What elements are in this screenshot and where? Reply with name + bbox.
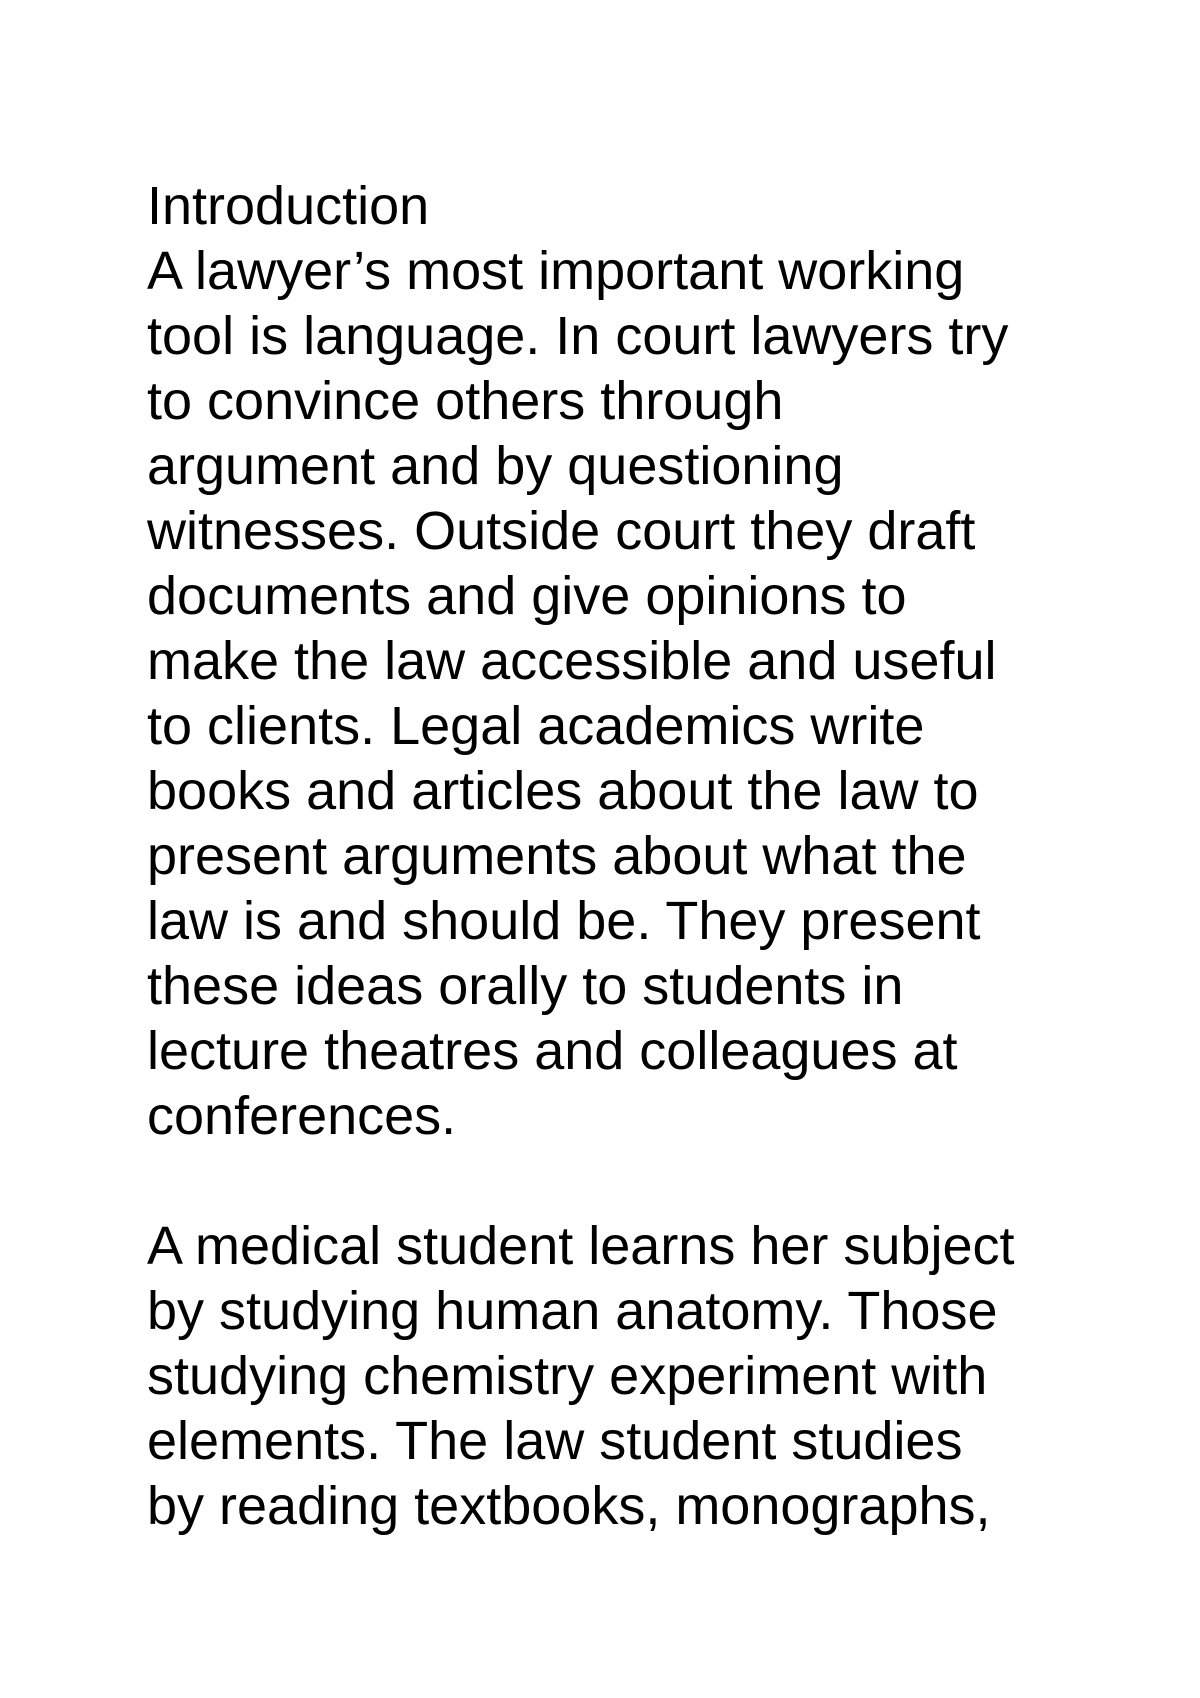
paragraph-line: conferences. — [147, 1086, 457, 1146]
paragraph-line: witnesses. Outside court they draft — [147, 501, 976, 561]
document-body — [147, 174, 1087, 1539]
paragraph-line: argument and by questioning — [147, 436, 844, 496]
paragraph-1 — [147, 239, 1087, 1149]
paragraph-line: to convince others through — [147, 371, 784, 431]
paragraph-line: A lawyer’s most important working — [147, 241, 965, 301]
paragraph-line: these ideas orally to students in — [147, 956, 904, 1016]
paragraph-spacer — [147, 1149, 1087, 1214]
section-heading: Introduction — [147, 176, 430, 236]
paragraph-line: books and articles about the law to — [147, 761, 979, 821]
paragraph-line: to clients. Legal academics write — [147, 696, 925, 756]
paragraph-line: make the law accessible and useful — [147, 631, 997, 691]
paragraph-line: by studying human anatomy. Those — [147, 1281, 998, 1341]
paragraph-line: law is and should be. They present — [147, 891, 981, 951]
paragraph-line: tool is language. In court lawyers try — [147, 306, 1009, 366]
paragraph-line: elements. The law student studies — [147, 1411, 963, 1471]
paragraph-line: A medical student learns her subject — [147, 1216, 1015, 1276]
paragraph-line: studying chemistry experiment with — [147, 1346, 988, 1406]
paragraph-line: present arguments about what the — [147, 826, 967, 886]
paragraph-line: documents and give opinions to — [147, 566, 907, 626]
paragraph-line: by reading textbooks, monographs, — [147, 1476, 991, 1536]
paragraph-2 — [147, 1214, 1087, 1539]
paragraph-line: lecture theatres and colleagues at — [147, 1021, 958, 1081]
